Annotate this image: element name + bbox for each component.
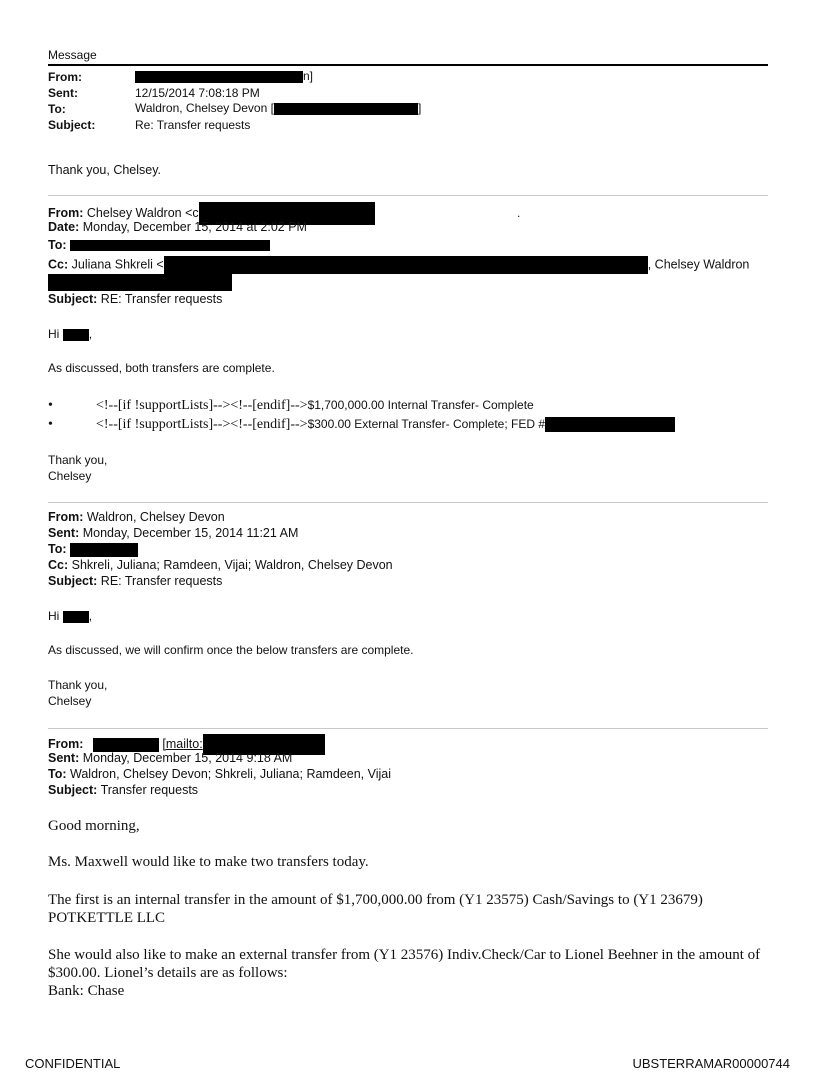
to-label: To: bbox=[48, 542, 67, 556]
email3-from bbox=[48, 510, 225, 524]
redaction-block bbox=[164, 256, 648, 274]
redaction-block bbox=[70, 240, 270, 251]
bullet-code: <!--[if !supportLists]--><!--[endif]--> bbox=[96, 417, 308, 432]
subject-value: Transfer requests bbox=[100, 783, 199, 797]
email3-line1: As discussed, we will confirm once the below transfers are complete. bbox=[48, 643, 414, 657]
header-divider bbox=[48, 64, 768, 66]
to-label: To: bbox=[48, 767, 67, 781]
subject-label: Subject: bbox=[48, 292, 98, 306]
from-label: From: bbox=[48, 736, 84, 751]
redaction-block bbox=[70, 543, 138, 557]
to-label: To: bbox=[48, 238, 67, 252]
redaction-block bbox=[545, 417, 675, 432]
subject-label: Subject: bbox=[48, 783, 98, 797]
date-value: Monday, December 15, 2014 at 2:02 PM bbox=[82, 220, 307, 234]
to-tail: ] bbox=[417, 101, 422, 115]
bullet-dot-icon: • bbox=[48, 398, 53, 413]
message-label: Message bbox=[48, 48, 97, 62]
subject-label: Subject: bbox=[48, 118, 96, 132]
section-divider bbox=[48, 728, 768, 729]
greeting-comma: , bbox=[88, 609, 93, 623]
cc-value: Juliana Shkreli < bbox=[71, 257, 164, 272]
email4-bank: Bank: Chase bbox=[48, 983, 125, 999]
email4-to bbox=[48, 767, 391, 781]
footer-bates-number: UBSTERRAMAR00000744 bbox=[632, 1056, 790, 1071]
greeting-comma: , bbox=[88, 327, 93, 341]
redaction-block bbox=[48, 274, 232, 291]
from-tail: n] bbox=[303, 69, 314, 83]
date-label: Date: bbox=[48, 220, 80, 234]
email3-sent bbox=[48, 526, 298, 540]
email2-line1: As discussed, both transfers are complete. bbox=[48, 361, 275, 375]
from-value bbox=[135, 69, 313, 83]
reply-body: Thank you, Chelsey. bbox=[48, 163, 162, 177]
email4-sent bbox=[48, 751, 292, 765]
footer-confidential: CONFIDENTIAL bbox=[25, 1056, 121, 1071]
to-label: To: bbox=[48, 102, 66, 116]
email3-signoff: Thank you, bbox=[48, 678, 108, 692]
greeting: Hi bbox=[48, 609, 60, 623]
email2-cc bbox=[48, 256, 749, 274]
cc-tail: , Chelsey Waldron bbox=[647, 257, 750, 272]
sent-value: Monday, December 15, 2014 11:21 AM bbox=[82, 526, 299, 540]
from-label: From: bbox=[48, 70, 82, 84]
email2-signoff: Thank you, bbox=[48, 453, 108, 467]
subject-label: Subject: bbox=[48, 574, 98, 588]
mailto-link[interactable]: [mailto: bbox=[162, 736, 203, 751]
redaction-block bbox=[63, 329, 89, 341]
section-divider bbox=[48, 195, 768, 196]
email3-subject bbox=[48, 574, 222, 588]
to-name: Waldron, Chelsey Devon [ bbox=[135, 101, 274, 115]
bullet-text: $300.00 External Transfer- Complete; FED # bbox=[307, 417, 546, 431]
email2-date bbox=[48, 220, 307, 234]
email3-greeting bbox=[48, 609, 92, 623]
sent-value: Monday, December 15, 2014 9:18 AM bbox=[82, 751, 293, 765]
email4-para-external: She would also like to make an external transfer from (Y1 23576) Indiv.Check/Car to Lionel Beehner in the amount of $300.00. Lionel’s details are as follows: bbox=[48, 947, 761, 981]
email2-to bbox=[48, 238, 270, 252]
redaction-block bbox=[93, 738, 159, 752]
sent-value: 12/15/2014 7:08:18 PM bbox=[135, 86, 260, 100]
redaction-block bbox=[63, 611, 89, 623]
bullet-text: $1,700,000.00 Internal Transfer- Complete bbox=[307, 398, 534, 412]
greeting: Hi bbox=[48, 327, 60, 341]
email4-para-intro: Ms. Maxwell would like to make two transfers today. bbox=[48, 854, 369, 870]
cc-label: Cc: bbox=[48, 558, 69, 572]
email4-para-greeting: Good morning, bbox=[48, 818, 140, 834]
from-label: From: bbox=[48, 510, 84, 524]
section-divider bbox=[48, 502, 768, 503]
from-value: Waldron, Chelsey Devon bbox=[86, 510, 225, 524]
from-label: From: bbox=[48, 205, 84, 220]
email3-signature: Chelsey bbox=[48, 694, 92, 708]
email3-to bbox=[48, 542, 138, 557]
email2-subject bbox=[48, 292, 222, 306]
cc-label: Cc: bbox=[48, 257, 69, 272]
stray-dot: . bbox=[517, 206, 521, 220]
email3-cc bbox=[48, 558, 393, 572]
bullet-dot-icon: • bbox=[48, 417, 53, 432]
bullet-code: <!--[if !supportLists]--><!--[endif]--> bbox=[96, 398, 308, 413]
to-value: Waldron, Chelsey Devon; Shkreli, Juliana; Ramdeen, Vijai bbox=[70, 767, 391, 781]
subject-value: RE: Transfer requests bbox=[100, 574, 223, 588]
cc-value: Shkreli, Juliana; Ramdeen, Vijai; Waldron, Chelsey Devon bbox=[71, 558, 393, 572]
email2-greeting bbox=[48, 327, 92, 341]
subject-value: Re: Transfer requests bbox=[135, 118, 251, 132]
sent-label: Sent: bbox=[48, 86, 78, 100]
bullet-item bbox=[48, 417, 768, 435]
to-value bbox=[135, 101, 421, 115]
from-value: Chelsey Waldron <c bbox=[86, 205, 199, 220]
email4-subject bbox=[48, 783, 198, 797]
email4-para-internal: The first is an internal transfer in the amount of $1,700,000.00 from (Y1 23575) Cash/Savings to (Y1 23679) POTKETTLE LLC bbox=[48, 892, 703, 926]
bullet-item bbox=[48, 398, 768, 416]
redaction-block bbox=[135, 71, 303, 83]
sent-label: Sent: bbox=[48, 751, 80, 765]
email2-signature: Chelsey bbox=[48, 469, 92, 483]
redaction-block bbox=[274, 103, 418, 115]
subject-value: RE: Transfer requests bbox=[100, 292, 223, 306]
sent-label: Sent: bbox=[48, 526, 80, 540]
